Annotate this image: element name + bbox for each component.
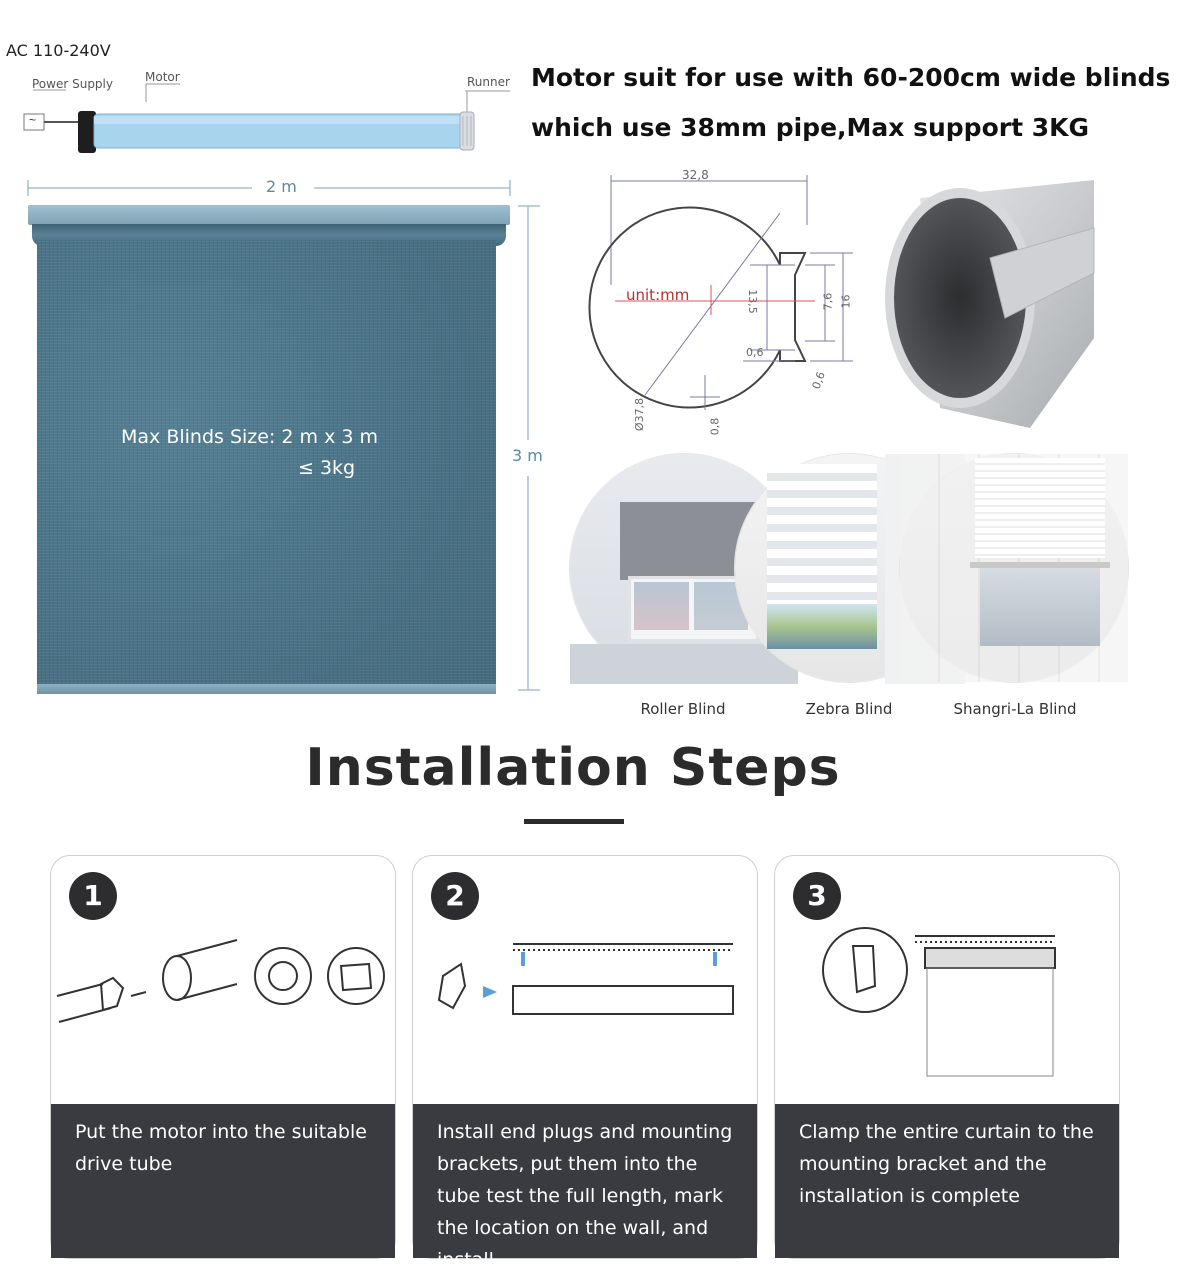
tilde-symbol: ~ <box>29 113 37 127</box>
step-card-2 <box>412 855 758 1271</box>
step-number-badge: 3 <box>793 872 841 920</box>
step-card-1 <box>50 855 396 1259</box>
headline-line-1: Motor suit for use with 60-200cm wide blinds <box>531 63 1171 92</box>
installation-title: Installation Steps <box>305 738 841 798</box>
motor-diagram <box>0 0 520 170</box>
dim-diameter: Ø37,8 <box>633 397 647 432</box>
blind-height-label: 3 m <box>512 446 543 465</box>
dim-7-6: 7,6 <box>821 292 835 311</box>
step-3-text: Clamp the entire curtain to the mounting bracket and the installation is complete <box>799 1121 1094 1207</box>
caption-zebra-blind: Zebra Blind <box>805 700 893 718</box>
blind-fabric <box>37 240 496 686</box>
headline-line-2: which use 38mm pipe,Max support 3KG <box>531 113 1090 142</box>
dim-16: 16 <box>839 294 853 309</box>
caption-shangri-la-blind: Shangri-La Blind <box>953 700 1077 718</box>
shangri-la-blind-image <box>900 454 1128 682</box>
power-supply-label: Power Supply <box>32 77 113 91</box>
step-card-3 <box>774 855 1120 1259</box>
blind-bottom-bar <box>37 684 496 694</box>
caption-roller-blind: Roller Blind <box>640 700 726 718</box>
step-number-badge: 2 <box>431 872 479 920</box>
title-underline <box>524 819 624 824</box>
step-1-caption-panel <box>51 1104 395 1258</box>
unit-label: unit:mm <box>626 286 690 304</box>
runner-label: Runner <box>467 75 510 89</box>
max-size-text: Max Blinds Size: 2 m x 3 m <box>121 426 378 448</box>
step-3-illustration <box>775 926 1119 1096</box>
step-1-text: Put the motor into the suitable drive tube <box>75 1121 367 1175</box>
aluminium-pipe-image <box>880 178 1100 430</box>
voltage-label: AC 110-240V <box>6 41 111 60</box>
motor-tube-illustration <box>0 0 520 170</box>
blind-width-label: 2 m <box>266 177 297 196</box>
step-1-illustration <box>51 926 395 1096</box>
max-weight-text: ≤ 3kg <box>298 457 356 479</box>
dim-0-8: 0,8 <box>708 417 722 436</box>
step-2-illustration <box>413 926 757 1096</box>
step-number-badge: 1 <box>69 872 117 920</box>
dim-width-32-8: 32,8 <box>682 168 709 182</box>
step-2-caption-panel <box>413 1104 757 1271</box>
dim-13-5: 13,5 <box>745 289 759 314</box>
dim-0-6-b: 0,6 <box>809 370 828 391</box>
blind-headrail <box>28 205 510 225</box>
step-2-text: Install end plugs and mounting brackets, put them into the tube test the full length, mark the location on the wall, and install <box>437 1121 733 1271</box>
dim-0-6-a: 0,6 <box>746 346 764 359</box>
motor-label: Motor <box>145 70 180 84</box>
step-3-caption-panel <box>775 1104 1119 1258</box>
